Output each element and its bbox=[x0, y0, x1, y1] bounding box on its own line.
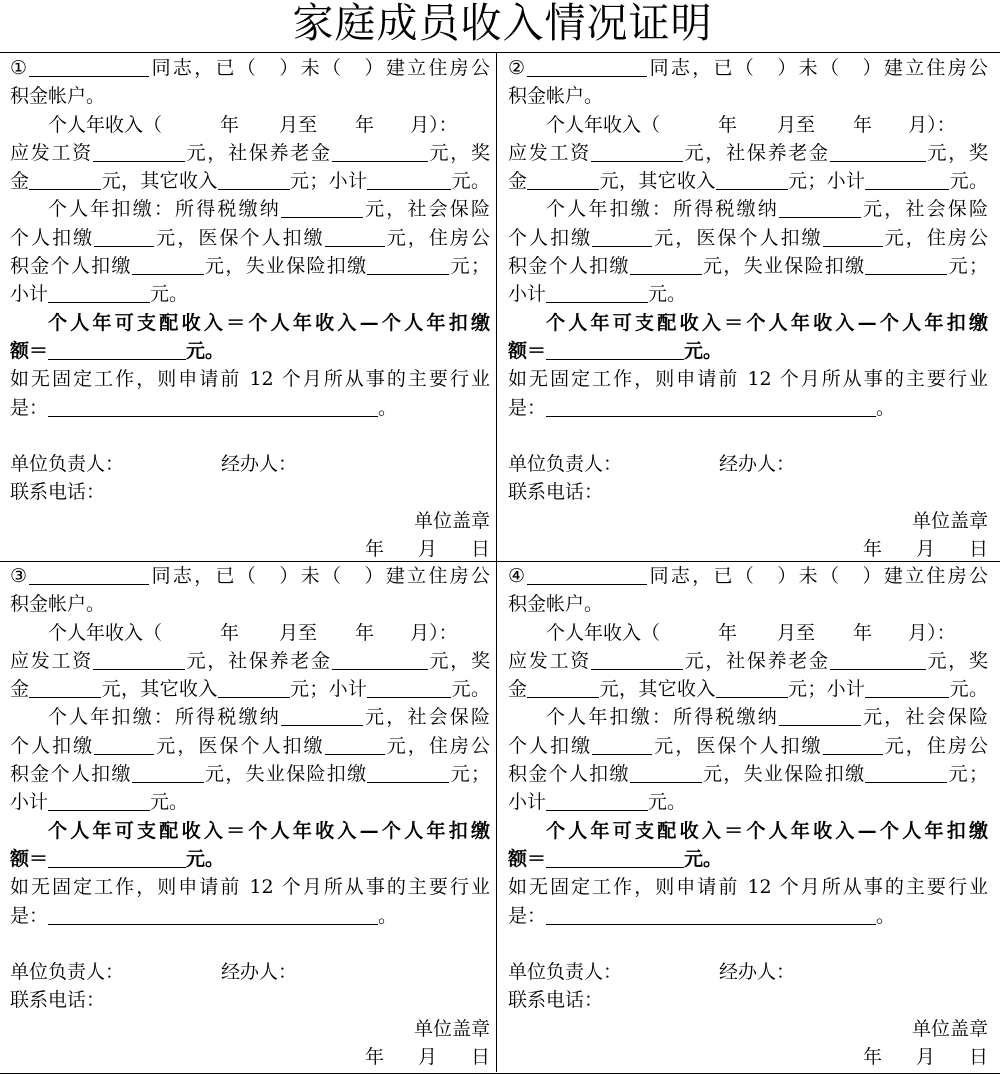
line-industry bbox=[508, 394, 988, 422]
yuan-label: 元。 bbox=[186, 339, 225, 362]
pension-label: 元，社保养老金 bbox=[184, 649, 332, 672]
card-number: ② bbox=[508, 57, 528, 79]
date-day-label: 日 bbox=[968, 1046, 988, 1069]
line-account bbox=[508, 590, 988, 618]
handler-label: 经办人： bbox=[221, 961, 298, 984]
unit-head-label: 单位负责人： bbox=[508, 453, 623, 476]
industry-blank[interactable] bbox=[48, 396, 378, 417]
deduct-subtotal-blank[interactable] bbox=[48, 282, 150, 303]
line-bonus bbox=[508, 675, 988, 703]
housing-blank[interactable] bbox=[630, 762, 702, 783]
date-year-label: 年 bbox=[364, 538, 384, 561]
income-certificate-card-3 bbox=[10, 562, 490, 1070]
deduct-subtotal-label: 小计 bbox=[508, 791, 547, 814]
other-income-label: 元，其它收入 bbox=[101, 170, 218, 193]
tax-label: 个人年扣缴：所得税缴纳 bbox=[48, 198, 281, 221]
pension-blank[interactable] bbox=[830, 649, 926, 670]
date-year-label: 年 bbox=[862, 538, 882, 561]
social-insurance-blank[interactable] bbox=[592, 226, 652, 247]
line-bonus bbox=[10, 167, 490, 195]
line-bonus bbox=[10, 675, 490, 703]
line-industry bbox=[508, 902, 988, 930]
line-subtotal bbox=[508, 788, 988, 816]
tax-blank[interactable] bbox=[779, 197, 861, 218]
bonus-label: 元，奖 bbox=[925, 649, 988, 672]
pension-blank[interactable] bbox=[332, 141, 428, 162]
no-job-text: 如无固定工作，则申请前 12 个月所从事的主要行业 bbox=[508, 876, 988, 899]
line-deduct bbox=[508, 703, 988, 731]
line-identity bbox=[508, 562, 988, 590]
housing-label: 元，住房公 bbox=[384, 226, 490, 249]
month-label: 月）： bbox=[908, 113, 956, 136]
line-industry bbox=[10, 902, 490, 930]
line-seal bbox=[10, 507, 490, 535]
line-phone bbox=[10, 986, 490, 1014]
tax-blank[interactable] bbox=[281, 197, 363, 218]
salary-label: 应发工资 bbox=[10, 649, 93, 672]
phone-label: 联系电话： bbox=[10, 481, 106, 504]
line-deduct bbox=[508, 195, 988, 223]
income-subtotal-blank[interactable] bbox=[865, 677, 949, 698]
line-amount bbox=[10, 337, 490, 365]
pension-label: 元，社保养老金 bbox=[682, 141, 830, 164]
industry-blank[interactable] bbox=[546, 904, 876, 925]
grid-divider-vertical bbox=[496, 52, 497, 1072]
line-bonus bbox=[508, 167, 988, 195]
year-label: 年 bbox=[355, 621, 375, 644]
social-insurance-blank[interactable] bbox=[94, 226, 154, 247]
bonus-blank[interactable] bbox=[29, 169, 101, 190]
bonus-blank[interactable] bbox=[29, 677, 101, 698]
line-identity bbox=[508, 54, 988, 82]
yuan-label: 元。 bbox=[648, 283, 687, 306]
other-income-blank[interactable] bbox=[218, 677, 290, 698]
spacer bbox=[10, 930, 490, 958]
name-blank[interactable] bbox=[29, 56, 149, 77]
pension-blank[interactable] bbox=[830, 141, 926, 162]
salary-blank[interactable] bbox=[591, 141, 683, 162]
line-deduct-2 bbox=[508, 732, 988, 760]
line-seal bbox=[508, 507, 988, 535]
bonus-blank[interactable] bbox=[527, 169, 599, 190]
disposable-income-blank[interactable] bbox=[48, 339, 186, 360]
line-formula bbox=[508, 309, 988, 337]
line-income-head bbox=[508, 111, 988, 139]
account-status-text: 同志，已（ ）未（ ）建立住房公 bbox=[647, 57, 988, 79]
unemployment-label: 元，失业保险扣缴 bbox=[701, 255, 866, 278]
line-subtotal bbox=[508, 280, 988, 308]
medical-label: 元，医保个人扣缴 bbox=[154, 226, 325, 249]
salary-blank[interactable] bbox=[591, 649, 683, 670]
salary-blank[interactable] bbox=[93, 649, 185, 670]
income-head-label: 个人年收入（ bbox=[546, 621, 661, 644]
yuan-label: 元。 bbox=[150, 791, 189, 814]
line-date bbox=[508, 535, 988, 563]
unemployment-label: 元，失业保险扣缴 bbox=[203, 255, 368, 278]
unemployment-blank[interactable] bbox=[865, 254, 947, 275]
income-subtotal-blank[interactable] bbox=[367, 169, 451, 190]
seal-label: 单位盖章 bbox=[911, 509, 988, 532]
name-blank[interactable] bbox=[527, 564, 647, 585]
yuan-label: 元。 bbox=[451, 678, 490, 701]
salary-blank[interactable] bbox=[93, 141, 185, 162]
line-account bbox=[10, 590, 490, 618]
line-nojob bbox=[508, 873, 988, 901]
date-year-label: 年 bbox=[364, 1046, 384, 1069]
year-label: 年 bbox=[220, 113, 240, 136]
formula-text: 个人年可支配收入＝个人年收入—个人年扣缴 bbox=[546, 311, 988, 334]
period-mark: 。 bbox=[378, 904, 398, 927]
deduct-subtotal-blank[interactable] bbox=[546, 790, 648, 811]
account-status-text: 同志，已（ ）未（ ）建立住房公 bbox=[149, 57, 490, 79]
personal-deduct-label: 个人扣缴 bbox=[508, 226, 593, 249]
disposable-income-blank[interactable] bbox=[546, 847, 684, 868]
line-amount bbox=[10, 845, 490, 873]
industry-blank[interactable] bbox=[546, 396, 876, 417]
other-income-label: 元，其它收入 bbox=[599, 678, 716, 701]
housing-blank[interactable] bbox=[630, 254, 702, 275]
disposable-income-blank[interactable] bbox=[48, 847, 186, 868]
amount-label: 额＝ bbox=[508, 339, 547, 362]
line-deduct bbox=[10, 703, 490, 731]
formula-text: 个人年可支配收入＝个人年收入—个人年扣缴 bbox=[546, 819, 988, 842]
month-label: 月）： bbox=[410, 621, 458, 644]
medical-label: 元，医保个人扣缴 bbox=[652, 226, 823, 249]
other-income-blank[interactable] bbox=[218, 169, 290, 190]
industry-label: 是： bbox=[508, 904, 547, 927]
bonus-label: 元，奖 bbox=[925, 141, 988, 164]
line-deduct-2 bbox=[10, 732, 490, 760]
line-formula bbox=[10, 817, 490, 845]
no-job-text: 如无固定工作，则申请前 12 个月所从事的主要行业 bbox=[508, 368, 988, 391]
phone-label: 联系电话： bbox=[508, 989, 604, 1012]
other-income-blank[interactable] bbox=[716, 677, 788, 698]
unit-head-label: 单位负责人： bbox=[508, 961, 623, 984]
personal-deduct-label: 个人扣缴 bbox=[10, 226, 95, 249]
yuan-label: 元。 bbox=[684, 847, 723, 870]
yuan-label: 元； bbox=[947, 763, 988, 786]
medical-blank[interactable] bbox=[823, 226, 883, 247]
income-certificate-card-1 bbox=[10, 54, 490, 562]
housing-blank[interactable] bbox=[132, 254, 204, 275]
account-text: 积金帐户。 bbox=[508, 85, 604, 108]
line-subtotal bbox=[10, 788, 490, 816]
month-label: 月）： bbox=[908, 621, 956, 644]
deduct-subtotal-label: 小计 bbox=[10, 791, 49, 814]
line-salary bbox=[10, 647, 490, 675]
line-deduct-3 bbox=[508, 252, 988, 280]
line-account bbox=[508, 82, 988, 110]
subtotal-label: 元；小计 bbox=[289, 170, 368, 193]
income-subtotal-blank[interactable] bbox=[865, 169, 949, 190]
line-deduct-3 bbox=[10, 760, 490, 788]
month-to-label: 月至 bbox=[279, 113, 318, 136]
card-number: ④ bbox=[508, 565, 528, 587]
name-blank[interactable] bbox=[527, 56, 647, 77]
medical-blank[interactable] bbox=[325, 734, 385, 755]
year-label: 年 bbox=[355, 113, 375, 136]
deduct-subtotal-label: 小计 bbox=[508, 283, 547, 306]
line-date bbox=[10, 535, 490, 563]
housing-label: 元，住房公 bbox=[384, 734, 490, 757]
line-formula bbox=[508, 817, 988, 845]
deduct-subtotal-blank[interactable] bbox=[546, 282, 648, 303]
amount-label: 额＝ bbox=[10, 847, 49, 870]
yuan-label: 元。 bbox=[451, 170, 490, 193]
subtotal-label: 元；小计 bbox=[787, 678, 866, 701]
yuan-label: 元； bbox=[449, 255, 490, 278]
other-income-label: 元，其它收入 bbox=[599, 170, 716, 193]
year-label: 年 bbox=[718, 113, 738, 136]
pension-blank[interactable] bbox=[332, 649, 428, 670]
line-deduct-3 bbox=[508, 760, 988, 788]
amount-label: 额＝ bbox=[508, 847, 547, 870]
date-month-label: 月 bbox=[417, 1046, 437, 1069]
yuan-label: 元。 bbox=[150, 283, 189, 306]
income-head-label: 个人年收入（ bbox=[48, 113, 163, 136]
unemployment-blank[interactable] bbox=[367, 762, 449, 783]
tax-label: 个人年扣缴：所得税缴纳 bbox=[546, 706, 779, 729]
line-salary bbox=[508, 139, 988, 167]
no-job-text: 如无固定工作，则申请前 12 个月所从事的主要行业 bbox=[10, 876, 490, 899]
tax-label: 个人年扣缴：所得税缴纳 bbox=[546, 198, 779, 221]
formula-text: 个人年可支配收入＝个人年收入—个人年扣缴 bbox=[48, 819, 490, 842]
tax-label: 个人年扣缴：所得税缴纳 bbox=[48, 706, 281, 729]
bonus-label: 元，奖 bbox=[427, 141, 490, 164]
bonus-blank[interactable] bbox=[527, 677, 599, 698]
income-head-label: 个人年收入（ bbox=[48, 621, 163, 644]
line-signers bbox=[508, 958, 988, 986]
phone-label: 联系电话： bbox=[508, 481, 604, 504]
yuan-label: 元。 bbox=[186, 847, 225, 870]
line-income-head bbox=[10, 111, 490, 139]
spacer bbox=[508, 930, 988, 958]
unit-head-label: 单位负责人： bbox=[10, 961, 125, 984]
personal-deduct-label: 个人扣缴 bbox=[508, 734, 593, 757]
seal-label: 单位盖章 bbox=[413, 1017, 490, 1040]
unit-head-label: 单位负责人： bbox=[10, 453, 125, 476]
industry-blank[interactable] bbox=[48, 904, 378, 925]
date-day-label: 日 bbox=[968, 538, 988, 561]
period-mark: 。 bbox=[876, 904, 896, 927]
line-signers bbox=[508, 450, 988, 478]
other-income-label: 元，其它收入 bbox=[101, 678, 218, 701]
line-deduct bbox=[10, 195, 490, 223]
line-income-head bbox=[10, 619, 490, 647]
line-signers bbox=[10, 450, 490, 478]
handler-label: 经办人： bbox=[719, 961, 796, 984]
no-job-text: 如无固定工作，则申请前 12 个月所从事的主要行业 bbox=[10, 368, 490, 391]
phone-label: 联系电话： bbox=[10, 989, 106, 1012]
housing-label: 元，住房公 bbox=[882, 226, 988, 249]
line-salary bbox=[508, 647, 988, 675]
month-to-label: 月至 bbox=[777, 621, 816, 644]
line-account bbox=[10, 82, 490, 110]
line-amount bbox=[508, 337, 988, 365]
account-text: 积金帐户。 bbox=[508, 593, 604, 616]
social-insurance-label: 元，社会保险 bbox=[860, 198, 988, 221]
industry-label: 是： bbox=[508, 396, 547, 419]
line-nojob bbox=[10, 873, 490, 901]
deduct-subtotal-blank[interactable] bbox=[48, 790, 150, 811]
date-month-label: 月 bbox=[915, 538, 935, 561]
line-amount bbox=[508, 845, 988, 873]
card-number: ① bbox=[10, 57, 30, 79]
housing-label: 元，住房公 bbox=[882, 734, 988, 757]
line-identity bbox=[10, 54, 490, 82]
month-to-label: 月至 bbox=[777, 113, 816, 136]
seal-label: 单位盖章 bbox=[413, 509, 490, 532]
social-insurance-label: 元，社会保险 bbox=[860, 706, 988, 729]
personal-deduct-label: 个人扣缴 bbox=[10, 734, 95, 757]
salary-label: 应发工资 bbox=[508, 141, 591, 164]
line-phone bbox=[508, 478, 988, 506]
income-subtotal-blank[interactable] bbox=[367, 677, 451, 698]
line-nojob bbox=[508, 365, 988, 393]
account-text: 积金帐户。 bbox=[10, 593, 106, 616]
line-nojob bbox=[10, 365, 490, 393]
income-certificate-card-4 bbox=[508, 562, 988, 1070]
bonus-label-2: 金 bbox=[10, 678, 30, 701]
income-head-label: 个人年收入（ bbox=[546, 113, 661, 136]
medical-blank[interactable] bbox=[325, 226, 385, 247]
line-identity bbox=[10, 562, 490, 590]
tax-blank[interactable] bbox=[281, 705, 363, 726]
line-deduct-2 bbox=[10, 224, 490, 252]
spacer bbox=[10, 422, 490, 450]
subtotal-label: 元；小计 bbox=[787, 170, 866, 193]
pension-label: 元，社保养老金 bbox=[682, 649, 830, 672]
bonus-label-2: 金 bbox=[10, 170, 30, 193]
seal-label: 单位盖章 bbox=[911, 1017, 988, 1040]
unemployment-blank[interactable] bbox=[367, 254, 449, 275]
month-label: 月）： bbox=[410, 113, 458, 136]
year-label: 年 bbox=[220, 621, 240, 644]
yuan-label: 元。 bbox=[949, 678, 988, 701]
line-deduct-3 bbox=[10, 252, 490, 280]
account-text: 积金帐户。 bbox=[10, 85, 106, 108]
social-insurance-label: 元，社会保险 bbox=[362, 706, 490, 729]
line-date bbox=[10, 1043, 490, 1071]
date-month-label: 月 bbox=[417, 538, 437, 561]
industry-label: 是： bbox=[10, 396, 49, 419]
housing-deduct-label: 积金个人扣缴 bbox=[508, 255, 630, 278]
line-signers bbox=[10, 958, 490, 986]
date-day-label: 日 bbox=[470, 1046, 490, 1069]
housing-blank[interactable] bbox=[132, 762, 204, 783]
period-mark: 。 bbox=[876, 396, 896, 419]
year-label: 年 bbox=[853, 621, 873, 644]
other-income-blank[interactable] bbox=[716, 169, 788, 190]
year-label: 年 bbox=[718, 621, 738, 644]
disposable-income-blank[interactable] bbox=[546, 339, 684, 360]
page-title: 家庭成员收入情况证明 bbox=[292, 0, 713, 47]
yuan-label: 元； bbox=[947, 255, 988, 278]
line-phone bbox=[508, 986, 988, 1014]
bonus-label: 元，奖 bbox=[427, 649, 490, 672]
account-status-text: 同志，已（ ）未（ ）建立住房公 bbox=[149, 565, 490, 587]
period-mark: 。 bbox=[378, 396, 398, 419]
line-seal bbox=[10, 1015, 490, 1043]
line-subtotal bbox=[10, 280, 490, 308]
date-day-label: 日 bbox=[470, 538, 490, 561]
line-phone bbox=[10, 478, 490, 506]
bonus-label-2: 金 bbox=[508, 678, 528, 701]
line-income-head bbox=[508, 619, 988, 647]
yuan-label: 元； bbox=[449, 763, 490, 786]
line-salary bbox=[10, 139, 490, 167]
housing-deduct-label: 积金个人扣缴 bbox=[508, 763, 630, 786]
date-month-label: 月 bbox=[915, 1046, 935, 1069]
card-number: ③ bbox=[10, 565, 30, 587]
subtotal-label: 元；小计 bbox=[289, 678, 368, 701]
yuan-label: 元。 bbox=[648, 791, 687, 814]
unemployment-label: 元，失业保险扣缴 bbox=[203, 763, 368, 786]
industry-label: 是： bbox=[10, 904, 49, 927]
month-to-label: 月至 bbox=[279, 621, 318, 644]
housing-deduct-label: 积金个人扣缴 bbox=[10, 763, 132, 786]
line-industry bbox=[10, 394, 490, 422]
medical-label: 元，医保个人扣缴 bbox=[154, 734, 325, 757]
handler-label: 经办人： bbox=[221, 453, 298, 476]
name-blank[interactable] bbox=[29, 564, 149, 585]
line-deduct-2 bbox=[508, 224, 988, 252]
deduct-subtotal-label: 小计 bbox=[10, 283, 49, 306]
line-date bbox=[508, 1043, 988, 1071]
medical-label: 元，医保个人扣缴 bbox=[652, 734, 823, 757]
year-label: 年 bbox=[853, 113, 873, 136]
unemployment-blank[interactable] bbox=[865, 762, 947, 783]
line-seal bbox=[508, 1015, 988, 1043]
income-certificate-card-2 bbox=[508, 54, 988, 562]
social-insurance-blank[interactable] bbox=[592, 734, 652, 755]
social-insurance-label: 元，社会保险 bbox=[362, 198, 490, 221]
social-insurance-blank[interactable] bbox=[94, 734, 154, 755]
formula-text: 个人年可支配收入＝个人年收入—个人年扣缴 bbox=[48, 311, 490, 334]
unemployment-label: 元，失业保险扣缴 bbox=[701, 763, 866, 786]
medical-blank[interactable] bbox=[823, 734, 883, 755]
yuan-label: 元。 bbox=[949, 170, 988, 193]
yuan-label: 元。 bbox=[684, 339, 723, 362]
spacer bbox=[508, 422, 988, 450]
line-formula bbox=[10, 309, 490, 337]
tax-blank[interactable] bbox=[779, 705, 861, 726]
bonus-label-2: 金 bbox=[508, 170, 528, 193]
amount-label: 额＝ bbox=[10, 339, 49, 362]
pension-label: 元，社保养老金 bbox=[184, 141, 332, 164]
housing-deduct-label: 积金个人扣缴 bbox=[10, 255, 132, 278]
date-year-label: 年 bbox=[862, 1046, 882, 1069]
salary-label: 应发工资 bbox=[508, 649, 591, 672]
handler-label: 经办人： bbox=[719, 453, 796, 476]
account-status-text: 同志，已（ ）未（ ）建立住房公 bbox=[647, 565, 988, 587]
salary-label: 应发工资 bbox=[10, 141, 93, 164]
